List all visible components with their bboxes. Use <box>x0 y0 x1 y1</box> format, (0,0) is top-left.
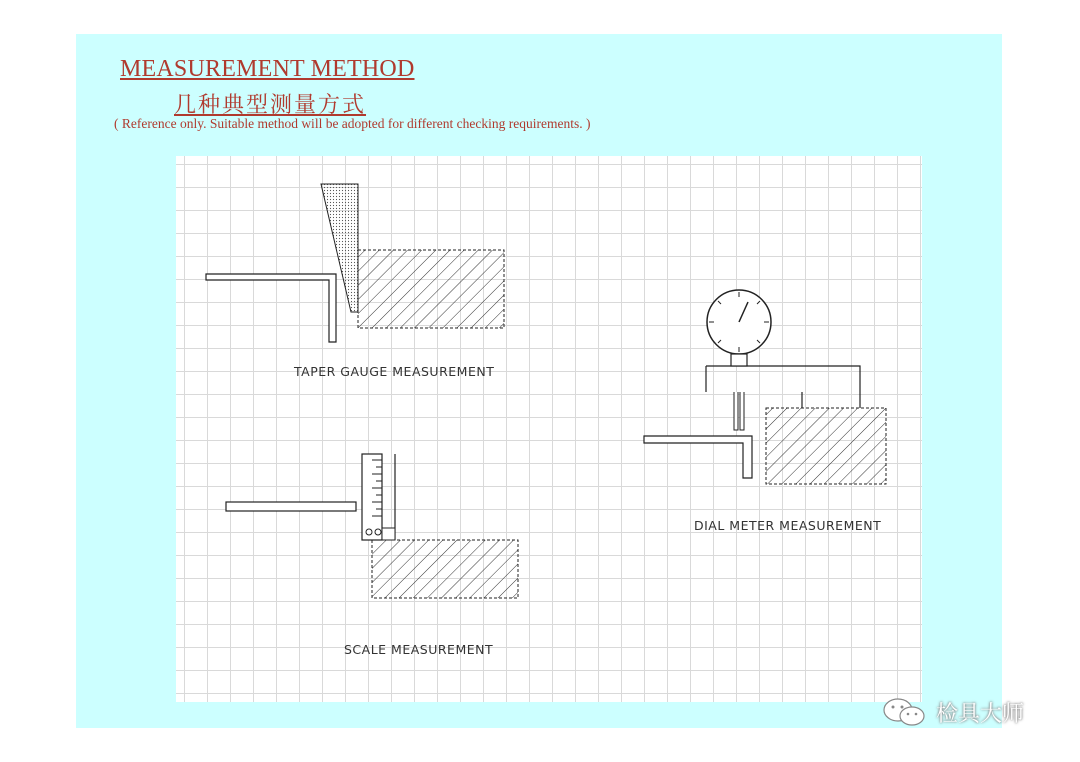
scale-caption: SCALE MEASUREMENT <box>344 642 494 657</box>
taper-caption: TAPER GAUGE MEASUREMENT <box>294 364 495 379</box>
watermark <box>880 696 1024 728</box>
scale-workpiece <box>372 540 518 598</box>
taper-sheet-part <box>206 274 336 342</box>
slide-title: MEASUREMENT METHOD <box>120 56 415 82</box>
taper-gauge-icon <box>321 184 358 312</box>
scale-sheet-part <box>226 502 356 511</box>
dial-gauge-drawing <box>644 290 886 484</box>
dial-caption: DIAL METER MEASUREMENT <box>694 518 882 533</box>
dial-sheet-part <box>644 436 752 478</box>
scale-drawing <box>226 454 518 598</box>
taper-gauge-drawing <box>206 184 504 342</box>
slide-subtitle: ( Reference only. Suitable method will be adopted for different checking requirements. ) <box>114 116 591 131</box>
scale-ruler-icon <box>362 454 395 540</box>
taper-workpiece <box>358 250 504 328</box>
dial-workpiece <box>766 408 886 484</box>
measurement-diagram <box>176 156 922 702</box>
wechat-icon <box>880 696 930 728</box>
slide <box>76 34 1002 728</box>
slide-title-chinese: 几种典型测量方式 <box>174 93 367 118</box>
watermark-text: 检具大师 <box>936 701 1025 727</box>
